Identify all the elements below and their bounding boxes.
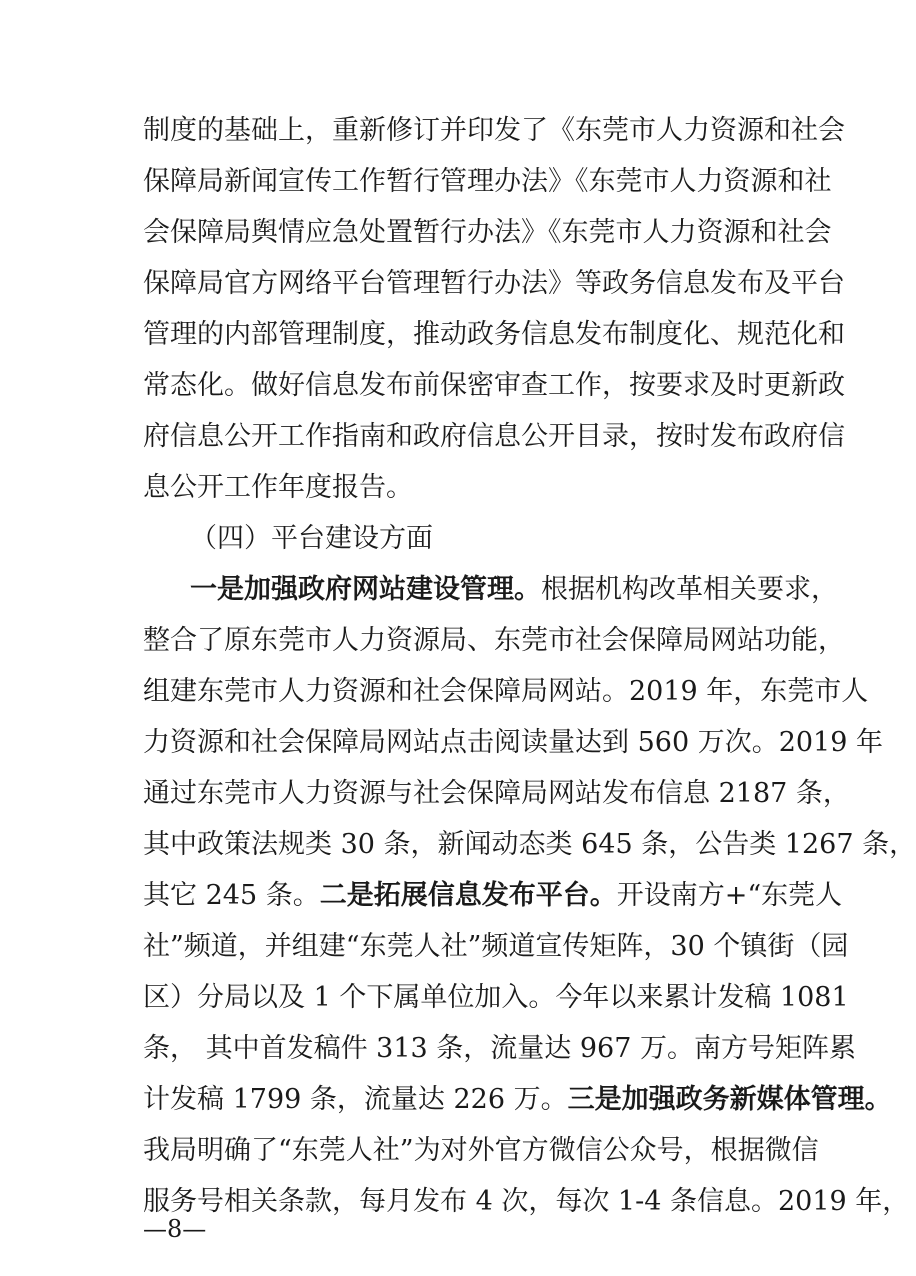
body-line [143,771,850,817]
body-line [143,669,869,715]
body-line [143,618,845,664]
body-text: 条， 其中首发稿件 313 条，流量达 967 万。南方号矩阵累 [143,1033,856,1064]
body-line [143,414,845,460]
body-line [143,210,832,256]
body-line [143,975,849,1021]
body-line [143,1128,819,1174]
body-text: 其它 245 条。 [143,880,320,911]
bold-lead-text: 一是加强政府网站建设管理。 [190,574,541,605]
body-text: 通过东莞市人力资源与社会保障局网站发布信息 2187 条， [143,778,850,809]
bold-lead-text: 二是拓展信息发布平台。 [319,880,617,911]
body-line [190,567,838,613]
bold-lead-text: 三是加强政务新媒体管理。 [567,1084,892,1115]
section-heading-text: （四）平台建设方面 [190,523,433,554]
body-text: 保障局官方网络平台管理暂行办法》等政务信息发布及平台 [143,268,845,299]
body-text: 府信息公开工作指南和政府信息公开目录，按时发布政府信 [143,421,845,452]
body-line [143,924,849,970]
body-text: 区）分局以及 1 个下属单位加入。今年以来累计发稿 1081 [143,982,849,1013]
body-text: 息公开工作年度报告。 [143,472,413,503]
body-line [143,822,916,868]
body-line [143,363,845,409]
body-line [143,1026,856,1072]
body-line [143,108,845,154]
body-text: 计发稿 1799 条，流量达 226 万。 [143,1084,568,1115]
body-text: 开设南方+“东莞人 [616,880,843,911]
body-text: 力资源和社会保障局网站点击阅读量达到 560 万次。2019 年 [143,727,883,758]
body-text: 制度的基础上，重新修订并印发了《东莞市人力资源和社会 [143,115,845,146]
section-heading [190,516,783,562]
body-text: 保障局新闻宣传工作暂行管理办法》《东莞市人力资源和社 [143,166,832,197]
body-line [143,873,843,919]
body-text: 会保障局舆情应急处置暂行办法》《东莞市人力资源和社会 [143,217,832,248]
body-line [143,159,832,205]
body-text: 其中政策法规类 30 条，新闻动态类 645 条，公告类 1267 条， [143,829,916,860]
body-text: 根据机构改革相关要求， [541,574,838,605]
body-text: 管理的内部管理制度，推动政务信息发布制度化、规范化和 [143,319,845,350]
body-text: 社”频道，并组建“东莞人社”频道宣传矩阵，30 个镇街（园 [143,931,849,962]
body-text: 我局明确了“东莞人社”为对外官方微信公众号，根据微信 [143,1135,819,1166]
body-line [143,312,845,358]
body-line [143,465,783,511]
body-line [143,1179,910,1225]
body-text: 常态化。做好信息发布前保密审查工作，按要求及时更新政 [143,370,845,401]
body-text: 组建东莞市人力资源和社会保障局网站。2019 年，东莞市人 [143,676,869,707]
body-line [143,261,845,307]
body-line [143,720,883,766]
body-text: 服务号相关条款，每月发布 4 次，每次 1-4 条信息。2019 年， [143,1186,910,1217]
body-text: 整合了原东莞市人力资源局、东莞市社会保障局网站功能， [143,625,845,656]
body-line [143,1077,892,1123]
page-number: —8— [143,1215,207,1243]
